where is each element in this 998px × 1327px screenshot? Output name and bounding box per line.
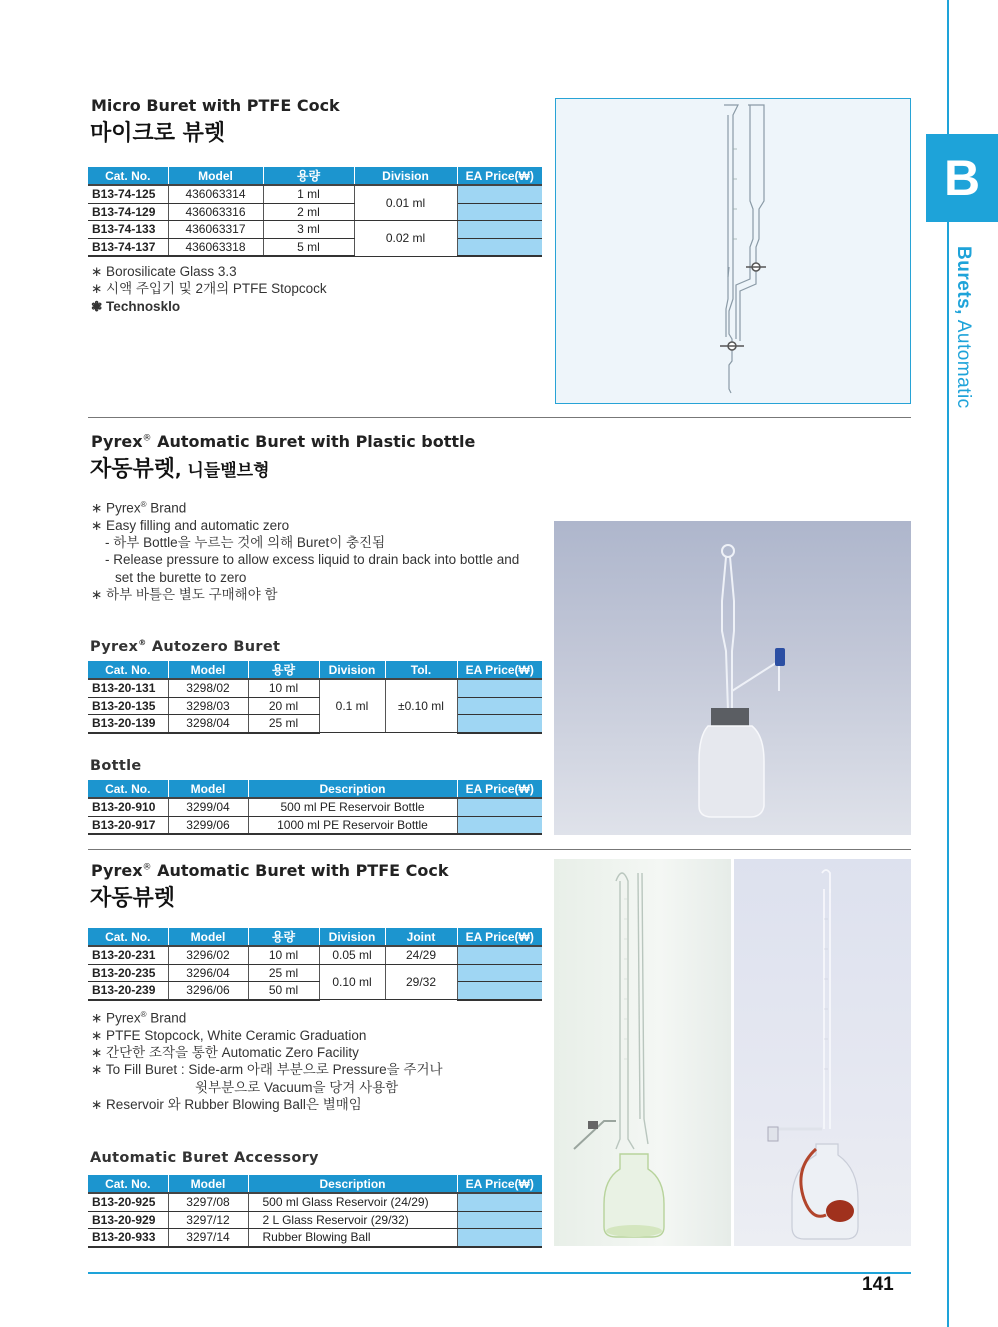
section1-title-en: Micro Buret with PTFE Cock xyxy=(91,96,340,115)
title-ko-small: , 니들밸브형 xyxy=(175,461,270,481)
table-row xyxy=(88,798,542,816)
note: ❃ Technosklo xyxy=(91,298,181,314)
capacity: 1 ml xyxy=(263,185,354,203)
bottle-table xyxy=(88,780,542,835)
col-joint: Joint xyxy=(385,928,457,946)
note: ∗ To Fill Buret : Side-arm 아래 부분으로 Pressure을 주거나 xyxy=(91,1062,443,1078)
note: ∗ 간단한 조작을 통한 Automatic Zero Facility xyxy=(91,1045,359,1061)
table-row xyxy=(88,982,542,1000)
reg-mark: ® xyxy=(142,862,152,873)
glass-reservoir-buret-drawing xyxy=(554,859,731,1246)
table-header xyxy=(88,661,542,679)
price-cell xyxy=(457,964,542,982)
chapter-label xyxy=(940,246,994,426)
col-cat: Cat. No. xyxy=(88,167,168,185)
price-cell xyxy=(457,203,542,221)
subtitle-autozero xyxy=(90,638,280,655)
micro-buret-drawing xyxy=(556,99,910,403)
price-cell xyxy=(457,185,542,203)
col-model: Model xyxy=(168,167,263,185)
price-cell xyxy=(457,1211,542,1229)
model: 3296/04 xyxy=(168,964,248,982)
title-rest: Automatic Buret with PTFE Cock xyxy=(151,861,449,880)
note: ∗ PTFE Stopcock, White Ceramic Graduation xyxy=(91,1027,367,1043)
col-cat: Cat. No. xyxy=(88,1175,168,1193)
plastic-bottle-buret-image xyxy=(554,521,911,835)
col-description: Description xyxy=(248,1175,457,1193)
col-price: EA Price(₩) xyxy=(457,661,542,679)
capacity: 10 ml xyxy=(248,946,319,964)
reg-mark: ® xyxy=(138,638,147,647)
section2-title-en xyxy=(91,432,475,451)
joint: 29/32 xyxy=(385,964,457,1000)
table-row xyxy=(88,715,542,733)
division: 0.05 ml xyxy=(319,946,385,964)
capacity: 25 ml xyxy=(248,715,319,733)
model: 3297/12 xyxy=(168,1211,248,1229)
model: 3299/04 xyxy=(168,798,248,816)
note: - Release pressure to allow excess liquid to drain back into bottle and xyxy=(105,552,520,568)
note: ∗ 시액 주입기 및 2개의 PTFE Stopcock xyxy=(91,281,327,297)
capacity: 5 ml xyxy=(263,238,354,256)
chapter-tab xyxy=(926,134,998,222)
price-cell xyxy=(457,679,542,697)
table-row xyxy=(88,1193,542,1211)
cat-no: B13-20-135 xyxy=(88,697,168,715)
division: 0.1 ml xyxy=(319,679,385,733)
micro-buret-image xyxy=(555,98,911,404)
model: 3299/06 xyxy=(168,816,248,834)
col-capacity: 용량 xyxy=(248,928,319,946)
table-row xyxy=(88,221,542,239)
note: ∗ Borosilicate Glass 3.3 xyxy=(91,264,237,279)
col-division: Division xyxy=(354,167,457,185)
table-row xyxy=(88,203,542,221)
table-row xyxy=(88,238,542,256)
col-model: Model xyxy=(168,780,248,798)
price-cell xyxy=(457,715,542,733)
blowing-ball-buret-drawing xyxy=(734,859,911,1246)
table-header xyxy=(88,928,542,946)
table-row xyxy=(88,816,542,834)
col-division: Division xyxy=(319,661,385,679)
section1-notes xyxy=(91,263,327,315)
col-cat: Cat. No. xyxy=(88,780,168,798)
table-header xyxy=(88,780,542,798)
col-price: EA Price(₩) xyxy=(457,928,542,946)
col-cat: Cat. No. xyxy=(88,928,168,946)
chapter-letter: B xyxy=(943,150,981,206)
title-ko-main: 자동뷰렛 xyxy=(90,457,176,482)
reg-mark: ® xyxy=(140,1010,147,1019)
model: 436063317 xyxy=(168,221,263,239)
cat-no: B13-74-125 xyxy=(88,185,168,203)
price-cell xyxy=(457,946,542,964)
table-row xyxy=(88,185,542,203)
table-header xyxy=(88,1175,542,1193)
brand: Pyrex xyxy=(91,432,143,451)
cat-no: B13-20-231 xyxy=(88,946,168,964)
price-cell xyxy=(457,697,542,715)
table-header xyxy=(88,167,542,185)
cat-no: B13-74-133 xyxy=(88,221,168,239)
plastic-bottle-buret-drawing xyxy=(554,521,911,835)
col-capacity: 용량 xyxy=(248,661,319,679)
capacity: 20 ml xyxy=(248,697,319,715)
note-text: ∗ Pyrex xyxy=(91,500,141,516)
section2-notes xyxy=(91,496,519,603)
cat-no: B13-20-131 xyxy=(88,679,168,697)
cat-no: B13-20-139 xyxy=(88,715,168,733)
capacity: 25 ml xyxy=(248,964,319,982)
subtitle-bottle: Bottle xyxy=(90,758,142,774)
note-text: Brand xyxy=(146,500,187,516)
note: ∗ Reservoir 와 Rubber Blowing Ball은 별매임 xyxy=(91,1096,362,1112)
price-cell xyxy=(457,221,542,239)
price-cell xyxy=(457,982,542,1000)
brand: Pyrex xyxy=(91,861,143,880)
capacity: 10 ml xyxy=(248,679,319,697)
division: 0.02 ml xyxy=(354,221,457,257)
ptfe-buret-table xyxy=(88,928,542,1001)
model: 436063316 xyxy=(168,203,263,221)
col-price: EA Price(₩) xyxy=(457,780,542,798)
footer-rule xyxy=(88,1272,911,1274)
title-rest: Automatic Buret with Plastic bottle xyxy=(151,432,476,451)
col-model: Model xyxy=(168,661,248,679)
cat-no: B13-20-929 xyxy=(88,1211,168,1229)
joint: 24/29 xyxy=(385,946,457,964)
cat-no: B13-74-137 xyxy=(88,238,168,256)
autozero-table xyxy=(88,661,542,734)
table-row xyxy=(88,964,542,982)
cat-no: B13-20-933 xyxy=(88,1229,168,1247)
cat-no: B13-20-235 xyxy=(88,964,168,982)
section-divider xyxy=(88,417,911,418)
note-text: ∗ Pyrex xyxy=(91,1010,141,1026)
description: 1000 ml PE Reservoir Bottle xyxy=(248,816,457,834)
reg-mark: ® xyxy=(142,433,152,444)
note: ∗ Easy filling and automatic zero xyxy=(91,517,290,533)
price-cell xyxy=(457,238,542,256)
section2-title-ko xyxy=(90,452,270,483)
blowing-ball-buret-image xyxy=(734,859,911,1246)
description: 2 L Glass Reservoir (29/32) xyxy=(248,1211,457,1229)
division: 0.10 ml xyxy=(319,964,385,1000)
note: - 하부 Bottle을 누르는 것에 의해 Buret이 충진됨 xyxy=(105,535,386,551)
accessory-table xyxy=(88,1175,542,1248)
note xyxy=(91,1006,443,1027)
model: 3297/14 xyxy=(168,1229,248,1247)
col-tol: Tol. xyxy=(385,661,457,679)
description: 500 ml Glass Reservoir (24/29) xyxy=(248,1193,457,1211)
chapter-label-rest: Automatic xyxy=(953,314,974,409)
table-row xyxy=(88,697,542,715)
section1-title-ko: 마이크로 뷰렛 xyxy=(90,121,226,146)
col-price: EA Price(₩) xyxy=(457,1175,542,1193)
price-cell xyxy=(457,1193,542,1211)
price-cell xyxy=(457,798,542,816)
model: 3298/04 xyxy=(168,715,248,733)
note: 윗부분으로 Vacuum을 당겨 사용함 xyxy=(195,1079,399,1095)
section-divider xyxy=(88,849,911,850)
col-cat: Cat. No. xyxy=(88,661,168,679)
col-description: Description xyxy=(248,780,457,798)
division: 0.01 ml xyxy=(354,185,457,221)
table-row xyxy=(88,1211,542,1229)
table-row xyxy=(88,946,542,964)
col-capacity: 용량 xyxy=(263,167,354,185)
capacity: 2 ml xyxy=(263,203,354,221)
col-price: EA Price(₩) xyxy=(457,167,542,185)
section1-table xyxy=(88,167,542,257)
tolerance: ±0.10 ml xyxy=(385,679,457,733)
subtitle-accessory: Automatic Buret Accessory xyxy=(90,1150,319,1166)
reg-mark: ® xyxy=(140,500,147,509)
note-text: Brand xyxy=(146,1010,187,1026)
brand: Pyrex xyxy=(90,638,139,655)
description: Rubber Blowing Ball xyxy=(248,1229,457,1247)
col-division: Division xyxy=(319,928,385,946)
col-model: Model xyxy=(168,1175,248,1193)
description: 500 ml PE Reservoir Bottle xyxy=(248,798,457,816)
page-number: 141 xyxy=(862,1274,894,1295)
model: 3297/08 xyxy=(168,1193,248,1211)
table-row xyxy=(88,1229,542,1247)
model: 436063314 xyxy=(168,185,263,203)
model: 3298/03 xyxy=(168,697,248,715)
price-cell xyxy=(457,816,542,834)
model: 436063318 xyxy=(168,238,263,256)
capacity: 50 ml xyxy=(248,982,319,1000)
chapter-label-bold: Burets, xyxy=(953,246,974,315)
model: 3296/02 xyxy=(168,946,248,964)
capacity: 3 ml xyxy=(263,221,354,239)
cat-no: B13-20-239 xyxy=(88,982,168,1000)
col-model: Model xyxy=(168,928,248,946)
model: 3298/02 xyxy=(168,679,248,697)
cat-no: B13-20-910 xyxy=(88,798,168,816)
section3-title-en xyxy=(91,861,449,880)
glass-reservoir-buret-image xyxy=(554,859,731,1246)
cat-no: B13-20-917 xyxy=(88,816,168,834)
subtitle-rest: Autozero Buret xyxy=(146,638,281,655)
section3-title-ko: 자동뷰렛 xyxy=(90,886,176,911)
note: set the burette to zero xyxy=(115,569,247,585)
model: 3296/06 xyxy=(168,982,248,1000)
note: ∗ 하부 바틀은 별도 구매해야 함 xyxy=(91,586,278,602)
note xyxy=(91,496,519,517)
price-cell xyxy=(457,1229,542,1247)
table-row xyxy=(88,679,542,697)
section3-notes xyxy=(91,1006,443,1113)
cat-no: B13-74-129 xyxy=(88,203,168,221)
cat-no: B13-20-925 xyxy=(88,1193,168,1211)
